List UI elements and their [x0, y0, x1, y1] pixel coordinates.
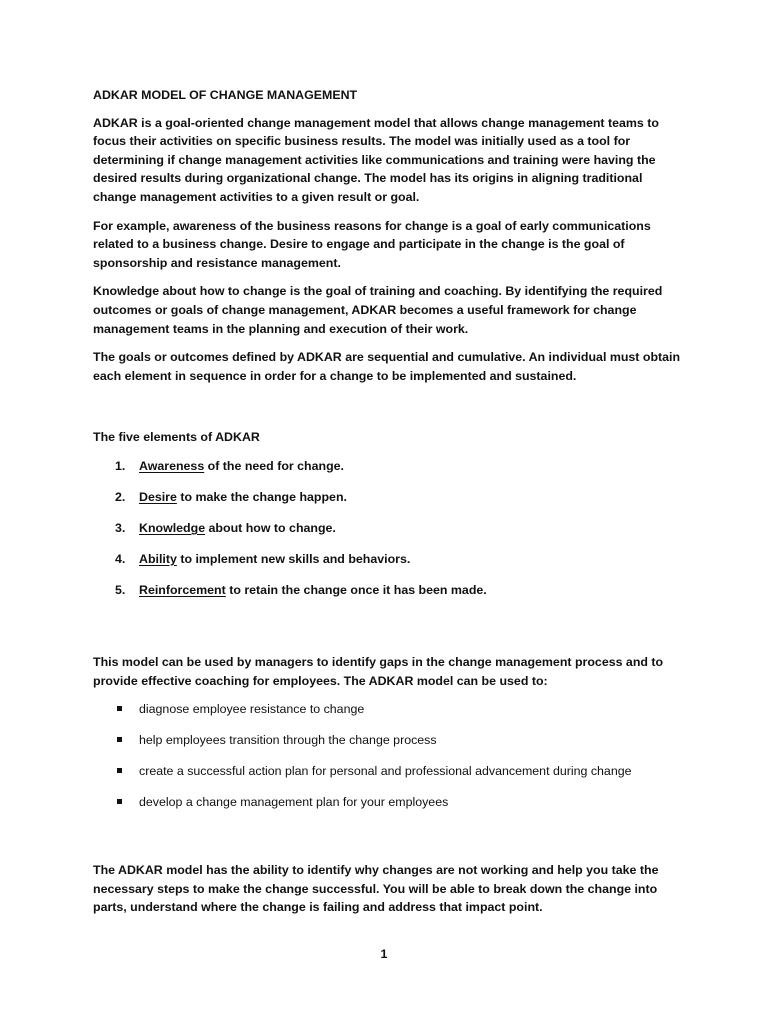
use-text: develop a change management plan for your employees	[139, 795, 449, 810]
square-bullet-icon	[117, 706, 122, 711]
square-bullet-icon	[117, 737, 122, 742]
intro-paragraph-4: The goals or outcomes defined by ADKAR are sequential and cumulative. An individual must obtain each element in sequence in order for a change to be implemented and sustained.	[93, 350, 681, 383]
intro-paragraph-1: ADKAR is a goal-oriented change management model that allows change management teams to focus their activities on specific business results. The model was initially used as a tool for determining if change management activities like communications and training were having the desired results during organizational change. The model has its origins in aligning traditional change management activities to a given result or goal.	[93, 115, 659, 204]
element-description: to make the change happen.	[176, 489, 347, 504]
element-description: about how to change.	[205, 520, 336, 535]
elements-heading: The five elements of ADKAR	[93, 430, 260, 445]
list-item-number: 5.	[115, 582, 126, 597]
list-item-number: 1.	[115, 458, 126, 473]
usage-paragraph: This model can be used by managers to identify gaps in the change management process and to provide effective coaching for employees. The ADKAR model can be used to:	[93, 654, 664, 688]
uses-list	[93, 700, 683, 824]
list-item	[115, 550, 683, 581]
use-text: help employees transition through the change process	[139, 733, 437, 748]
intro-paragraph-2: For example, awareness of the business reasons for change is a goal of early communications related to a business change. Desire to engage and participate in the change is the goal of sponsorship and resistance management.	[93, 218, 651, 270]
list-item-number: 4.	[115, 551, 126, 566]
element-term: Awareness	[139, 458, 205, 473]
square-bullet-icon	[117, 768, 122, 773]
list-item	[139, 762, 683, 793]
adkar-elements-list	[93, 457, 683, 612]
list-item	[139, 731, 683, 762]
element-term: Ability	[139, 551, 177, 566]
list-item-number: 2.	[115, 489, 126, 504]
final-paragraph: The ADKAR model has the ability to identify why changes are not working and help you take the necessary steps to make the change successful. You will be able to break down the change into parts, understand where the change is failing and address that impact point.	[93, 863, 659, 915]
element-term: Desire	[139, 489, 177, 504]
page-number: 1	[380, 947, 388, 961]
element-description: to retain the change once it has been made.	[225, 582, 487, 597]
element-term: Reinforcement	[139, 582, 226, 597]
list-item	[139, 700, 683, 731]
list-item	[139, 793, 683, 824]
element-description: of the need for change.	[204, 458, 344, 473]
intro-paragraph-3: Knowledge about how to change is the goal of training and coaching. By identifying the required outcomes or goals of change management, ADKAR becomes a useful framework for change management teams in the planning and execution of their work.	[93, 284, 663, 336]
use-text: diagnose employee resistance to change	[139, 702, 365, 717]
list-item	[115, 488, 683, 519]
document-title: ADKAR MODEL OF CHANGE MANAGEMENT	[93, 88, 358, 102]
list-item	[115, 519, 683, 550]
list-item	[115, 581, 683, 612]
square-bullet-icon	[117, 799, 122, 804]
document-body	[93, 86, 683, 917]
list-item	[115, 457, 683, 488]
use-text: create a successful action plan for personal and professional advancement during change	[139, 764, 632, 779]
element-description: to implement new skills and behaviors.	[176, 551, 411, 566]
element-term: Knowledge	[139, 520, 206, 535]
list-item-number: 3.	[115, 520, 126, 535]
